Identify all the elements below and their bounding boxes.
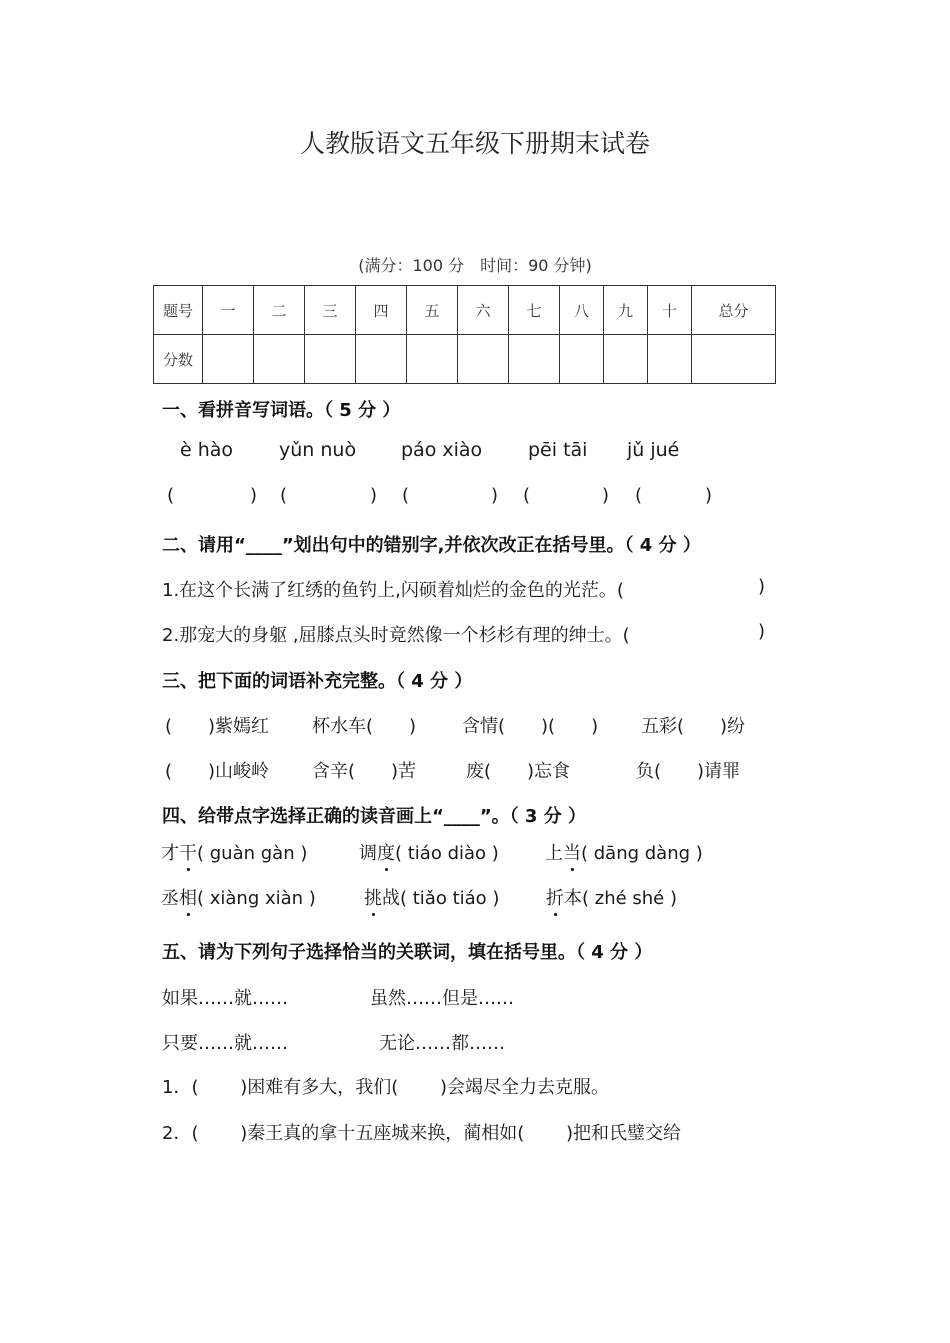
idiom-1: ( )紫嫣红 — [165, 716, 270, 737]
idiom-6: 含辛( )苦 — [312, 761, 417, 782]
blank-close-2: ) — [370, 485, 378, 506]
blank-open-3: ( — [402, 485, 410, 506]
section5-question-1: 1．( )困难有多大，我们( )会竭尽全力去克服。 — [162, 1077, 609, 1098]
header-cell: 题号 — [154, 286, 203, 335]
score-cell[interactable] — [604, 335, 648, 384]
score-table-header-row — [154, 286, 776, 335]
header-cell: 一 — [203, 286, 254, 335]
reading-options[interactable]: ( xiàng xiàn ) — [197, 888, 316, 909]
idiom-5: ( )山峻岭 — [165, 761, 270, 782]
conjunction-1: 如果……就…… — [162, 988, 288, 1009]
reading-item — [359, 839, 499, 865]
pinyin-5: jǔ jué — [627, 439, 680, 461]
word-char: 上 — [545, 843, 563, 864]
score-cell[interactable] — [305, 335, 356, 384]
idiom-7: 废( )忘食 — [466, 761, 571, 782]
blank-open-4: ( — [523, 485, 531, 506]
header-cell: 九 — [604, 286, 648, 335]
reading-options[interactable]: ( tiǎo tiáo ) — [400, 888, 500, 909]
reading-options[interactable]: ( dāng dàng ) — [581, 843, 703, 864]
header-cell: 六 — [458, 286, 509, 335]
word-char: 才 — [161, 843, 179, 864]
header-cell: 四 — [356, 286, 407, 335]
reading-options[interactable]: ( zhé shé ) — [582, 888, 678, 909]
dotted-char: 相 — [179, 884, 197, 910]
score-cell[interactable] — [458, 335, 509, 384]
section5-question-2: 2．( )秦王真的拿十五座城来换，蔺相如( )把和氏璧交给 — [162, 1123, 681, 1144]
row-label: 分数 — [154, 335, 203, 384]
score-cell[interactable] — [692, 335, 776, 384]
pinyin-2: yǔn nuò — [279, 439, 357, 461]
header-cell: 五 — [407, 286, 458, 335]
pinyin-4: pēi tāi — [528, 439, 588, 461]
blank-open-5: ( — [635, 485, 643, 506]
header-cell: 总分 — [692, 286, 776, 335]
blank-close-3: ) — [491, 485, 499, 506]
idiom-3: 含情( )( ) — [462, 716, 599, 737]
score-cell[interactable] — [509, 335, 560, 384]
section2-heading: 二、请用“____”划出句中的错别字,并依次改正在括号里。（ 4 分 ） — [162, 535, 701, 556]
idiom-4: 五彩( )纷 — [641, 716, 746, 737]
conjunction-2: 虽然……但是…… — [370, 988, 514, 1009]
section2-question-1: 1.在这个长满了红绣的鱼钓上,闪硕着灿烂的金色的光茫。( — [162, 580, 624, 601]
pinyin-3: páo xiào — [401, 439, 483, 461]
dotted-char: 干 — [179, 839, 197, 865]
header-cell: 八 — [560, 286, 604, 335]
idiom-2: 杯水车( ) — [312, 716, 417, 737]
score-cell[interactable] — [254, 335, 305, 384]
score-cell[interactable] — [356, 335, 407, 384]
header-cell: 三 — [305, 286, 356, 335]
score-table — [153, 285, 776, 384]
score-cell[interactable] — [560, 335, 604, 384]
header-cell: 二 — [254, 286, 305, 335]
section1-heading: 一、看拼音写词语。（ 5 分 ） — [162, 400, 401, 421]
reading-item — [161, 884, 316, 910]
reading-item — [161, 839, 307, 865]
score-cell[interactable] — [648, 335, 692, 384]
reading-options[interactable]: ( tiáo diào ) — [395, 843, 499, 864]
section2-question-2: 2.那宠大的身躯 ,屈膝点头时竟然像一个杉杉有理的绅士。( — [162, 625, 630, 646]
section3-heading: 三、把下面的词语补充完整。（ 4 分 ） — [162, 671, 473, 692]
reading-item — [546, 884, 677, 910]
conjunction-4: 无论……都…… — [379, 1033, 505, 1054]
exam-info: (满分：100 分 时间：90 分钟) — [358, 256, 592, 275]
dotted-char: 当 — [563, 839, 581, 865]
conjunction-3: 只要……就…… — [162, 1033, 288, 1054]
header-cell: 七 — [509, 286, 560, 335]
score-table-score-row — [154, 335, 776, 384]
score-cell[interactable] — [407, 335, 458, 384]
dotted-char: 度 — [377, 839, 395, 865]
blank-open-2: ( — [280, 485, 288, 506]
header-cell: 十 — [648, 286, 692, 335]
reading-item — [545, 839, 703, 865]
section2-q1-close: ) — [758, 576, 766, 597]
section5-heading: 五、请为下列句子选择恰当的关联词，填在括号里。（ 4 分 ） — [162, 942, 653, 963]
reading-item — [364, 884, 499, 910]
blank-close-1: ) — [250, 485, 258, 506]
word-char: 丞 — [161, 888, 179, 909]
word-char: 本 — [564, 888, 582, 909]
word-char: 战 — [382, 888, 400, 909]
word-char: 调 — [359, 843, 377, 864]
reading-options[interactable]: ( guàn gàn ) — [197, 843, 308, 864]
section4-heading: 四、给带点字选择正确的读音画上“____”。（ 3 分 ） — [162, 806, 586, 827]
blank-open-1: ( — [167, 485, 175, 506]
blank-close-5: ) — [705, 485, 713, 506]
blank-close-4: ) — [602, 485, 610, 506]
idiom-8: 负( )请罪 — [636, 761, 741, 782]
dotted-char: 挑 — [364, 884, 382, 910]
dotted-char: 折 — [546, 884, 564, 910]
pinyin-1: è hào — [180, 439, 234, 461]
score-cell[interactable] — [203, 335, 254, 384]
section2-q2-close: ) — [758, 621, 766, 642]
page-title: 人教版语文五年级下册期末试卷 — [299, 129, 650, 158]
